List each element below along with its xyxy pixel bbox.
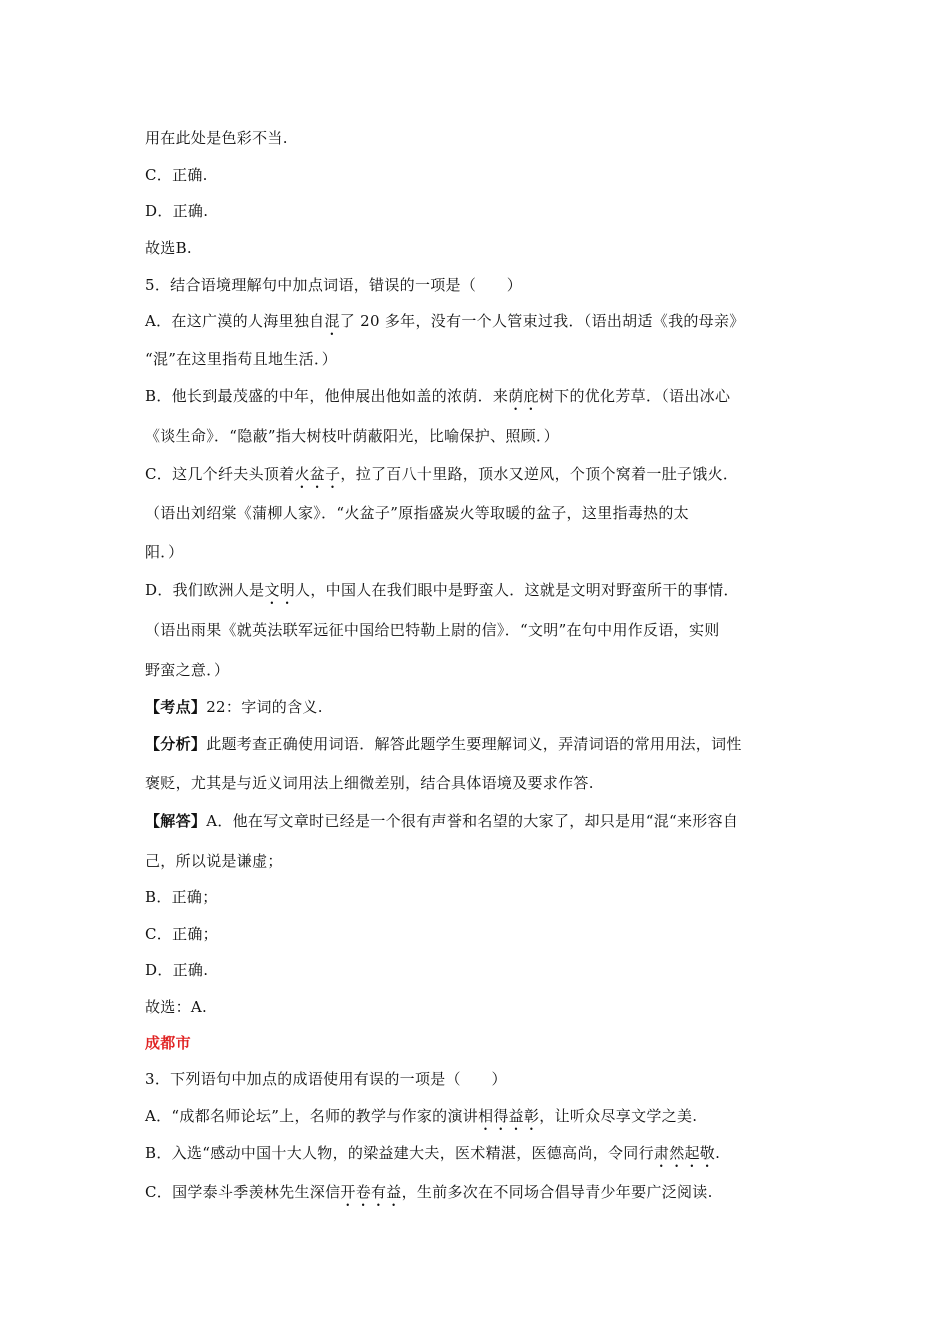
fenxi-label: 【分析】: [145, 735, 207, 753]
text-segment: 22：字词的含义.: [206, 698, 323, 716]
dotted-word: 相得益彰: [478, 1107, 540, 1125]
text-line: 故选：A.: [145, 998, 208, 1016]
jieda-line: [145, 811, 738, 831]
dotted-word: 混: [324, 312, 340, 330]
question-5-option-a: [145, 311, 745, 339]
text-segment: 人，中国人在我们眼中是野蛮人．这就是文明对野蛮所干的事情．: [295, 581, 739, 599]
text-segment: A．他在写文章时已经是一个很有声誉和名望的大家了，却只是用“混“来形容自: [206, 812, 739, 830]
text-line: 褒贬，尤其是与近义词用法上细微差别，结合具体语境及要求作答.: [145, 774, 594, 792]
text-line: （语出雨果《就英法联军远征中国给巴特勒上尉的信》．“文明”在句中用作反语，实则: [145, 621, 720, 639]
jieda-label: 【解答】: [145, 812, 207, 830]
text-line: （语出刘绍棠《蒲柳人家》．“火盆子”原指盛炭火等取暖的盆子，这里指毒热的太: [145, 504, 689, 522]
text-segment: C．这几个纤夫头顶着: [145, 465, 295, 483]
question-5-option-d: [145, 580, 739, 608]
text-segment: 了 20 多年，没有一个人管束过我．（语出胡适《我的母亲》: [339, 312, 745, 330]
text-segment: A．“成都名师论坛”上，名师的教学与作家的演讲: [145, 1107, 479, 1125]
text-line: 野蛮之意．）: [145, 661, 230, 679]
text-segment: ，拉了百八十里路，顶水又逆风，个顶个窝着一肚子饿火．: [340, 465, 739, 483]
dotted-word: 火盆子: [294, 465, 341, 483]
text-segment: A．在这广漠的人海里独自: [145, 312, 325, 330]
text-line: C．正确；: [145, 925, 218, 943]
text-line: C．正确.: [145, 166, 208, 184]
text-segment: .: [715, 1144, 721, 1162]
text-line: 阳．）: [145, 543, 184, 561]
dotted-word: 开卷有益: [340, 1183, 402, 1201]
dotted-word: 荫庇: [508, 387, 539, 405]
text-segment: B．他长到最茂盛的中年，他伸展出他如盖的浓荫．来: [145, 387, 509, 405]
fenxi-line: [145, 734, 742, 754]
question-5-option-b: [145, 386, 730, 414]
question-5-option-c: [145, 464, 738, 492]
text-segment: ，生前多次在不同场合倡导青少年要广泛阅读.: [401, 1183, 713, 1201]
section-heading: 成都市: [145, 1034, 191, 1052]
text-line: 用在此处是色彩不当.: [145, 129, 288, 147]
dotted-word: 肃然起敬: [653, 1144, 716, 1162]
text-segment: 此题考查正确使用词语．解答此题学生要理解词义，弄清词语的常用用法，词性: [206, 735, 742, 753]
text-segment: B．入选“感动中国十大人物，的梁益建大夫，医术精湛，医德高尚，令同行: [145, 1144, 654, 1162]
question-3-stem: 3．下列语句中加点的成语使用有误的一项是（ ）: [145, 1070, 507, 1088]
kaodian-line: [145, 697, 323, 717]
text-line: “混”在这里指苟且地生活．）: [145, 350, 338, 368]
text-segment: 树下的优化芳草．（语出冰心: [538, 387, 731, 405]
question-3-option-b: [145, 1143, 720, 1171]
text-segment: C．国学泰斗季羡林先生深信: [145, 1183, 341, 1201]
text-line: 故选B.: [145, 239, 192, 257]
text-line: B．正确；: [145, 888, 218, 906]
text-segment: ，让听众尽享文学之美.: [539, 1107, 698, 1125]
dotted-word: 文明: [264, 581, 296, 599]
question-5-stem: 5．结合语境理解句中加点词语，错误的一项是（ ）: [145, 276, 523, 294]
text-line: D．正确.: [145, 961, 209, 979]
text-line: 《谈生命》．“隐蔽”指大树枝叶荫蔽阳光，比喻保护、照顾．）: [145, 427, 560, 445]
text-line: 己，所以说是谦虚；: [145, 852, 283, 870]
text-line: D．正确.: [145, 202, 209, 220]
question-3-option-c: [145, 1182, 713, 1210]
text-segment: D．我们欧洲人是: [145, 581, 265, 599]
question-3-option-a: [145, 1106, 697, 1134]
kaodian-label: 【考点】: [145, 698, 207, 716]
